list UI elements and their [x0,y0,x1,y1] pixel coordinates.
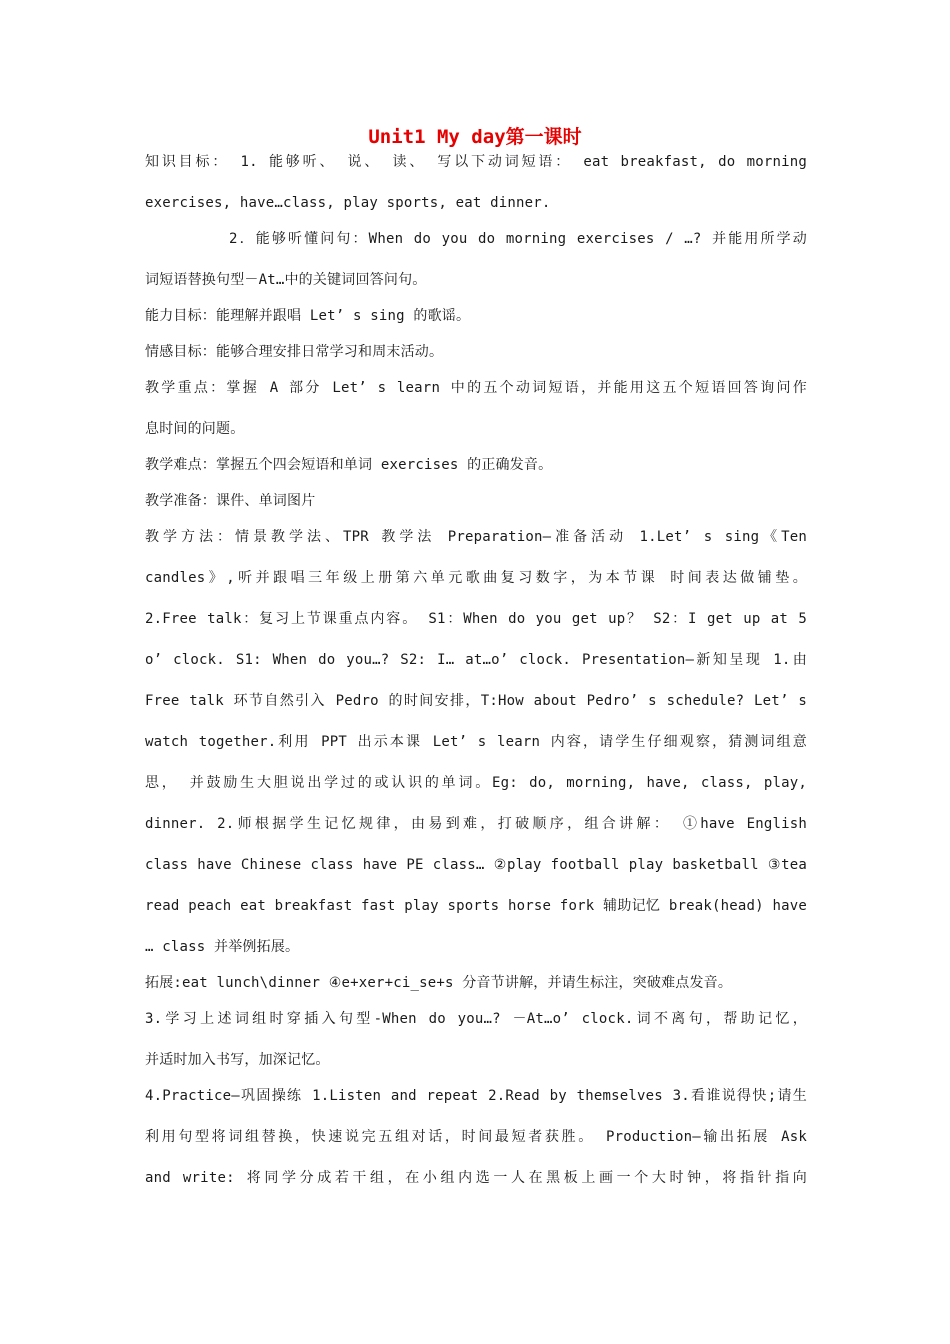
text-line: candles》,听并跟唱三年级上册第六单元歌曲复习数字，为本节课 时间表达做铺垫。 [145,570,807,586]
text-line: 利用句型将词组替换，快速说完五组对话，时间最短者获胜。 Production—输出拓展 Ask [145,1129,807,1145]
document-title: Unit1 My day第一课时 [368,126,582,148]
text-line: class have Chinese class have PE class… ②play football play basketball ③tea [145,857,807,873]
text-line: … class 并举例拓展。 [145,939,300,955]
text-line: 知识目标： 1. 能够听、 说、 读、 写以下动词短语： eat breakfast, do morning [145,154,807,170]
text-line: 2.Free talk：复习上节课重点内容。 S1：When do you get up？ S2：I get up at 5 [145,611,807,627]
text-line: Free talk 环节自然引入 Pedro 的时间安排，T:How about Pedro’ s schedule? Let’ s [145,693,807,709]
text-line: o’ clock. S1: When do you…? S2: I… at…o’ clock. Presentation—新知呈现 1.由 [145,652,807,668]
text-line: watch together.利用 PPT 出示本课 Let’ s learn 内容，请学生仔细观察，猜测词组意 [145,734,807,750]
text-line: read peach eat breakfast fast play sports horse fork 辅助记忆 break(head) have [145,898,807,914]
text-line: 3.学习上述词组时穿插入句型-When do you…? －At…o’ clock.词不离句，帮助记忆， [145,1011,807,1027]
text-line: 能力目标：能理解并跟唱 Let’ s sing 的歌谣。 [145,308,471,324]
text-line: 情感目标：能够合理安排日常学习和周末活动。 [145,344,444,360]
text-line: and write: 将同学分成若干组，在小组内选一人在黑板上画一个大时钟，将指针指向 [145,1170,807,1186]
text-line: 并适时加入书写，加深记忆。 [145,1052,330,1068]
text-line: 教学方法：情景教学法、TPR 教学法 Preparation—准备活动 1.Let’ s sing《Ten [145,529,807,545]
text-line: 教学准备：课件、单词图片 [145,493,316,509]
text-line: 4.Practice—巩固操练 1.Listen and repeat 2.Read by themselves 3.看谁说得快;请生 [145,1088,807,1104]
text-line: 教学重点：掌握 A 部分 Let’ s learn 中的五个动词短语，并能用这五个短语回答询问作 [145,380,807,396]
text-line: 思， 并鼓励生大胆说出学过的或认识的单词。Eg: do, morning, have, class, play, [145,775,807,791]
text-line: dinner. 2.师根据学生记忆规律，由易到难，打破顺序，组合讲解： ①have English [145,816,807,832]
text-line: 2．能够听懂问句：When do you do morning exercises / …? 并能用所学动 [229,231,807,247]
document-body [145,146,807,1203]
text-line: 息时间的问题。 [145,421,245,437]
text-line: 拓展:eat lunch\dinner ④e+xer+ci_se+s 分音节讲解，并请生标注，突破难点发音。 [145,975,733,991]
text-line: 教学难点：掌握五个四会短语和单词 exercises 的正确发音。 [145,457,553,473]
text-line: 词短语替换句型－At…中的关键词回答问句。 [145,272,427,288]
text-line: exercises, have…class, play sports, eat dinner. [145,195,551,211]
